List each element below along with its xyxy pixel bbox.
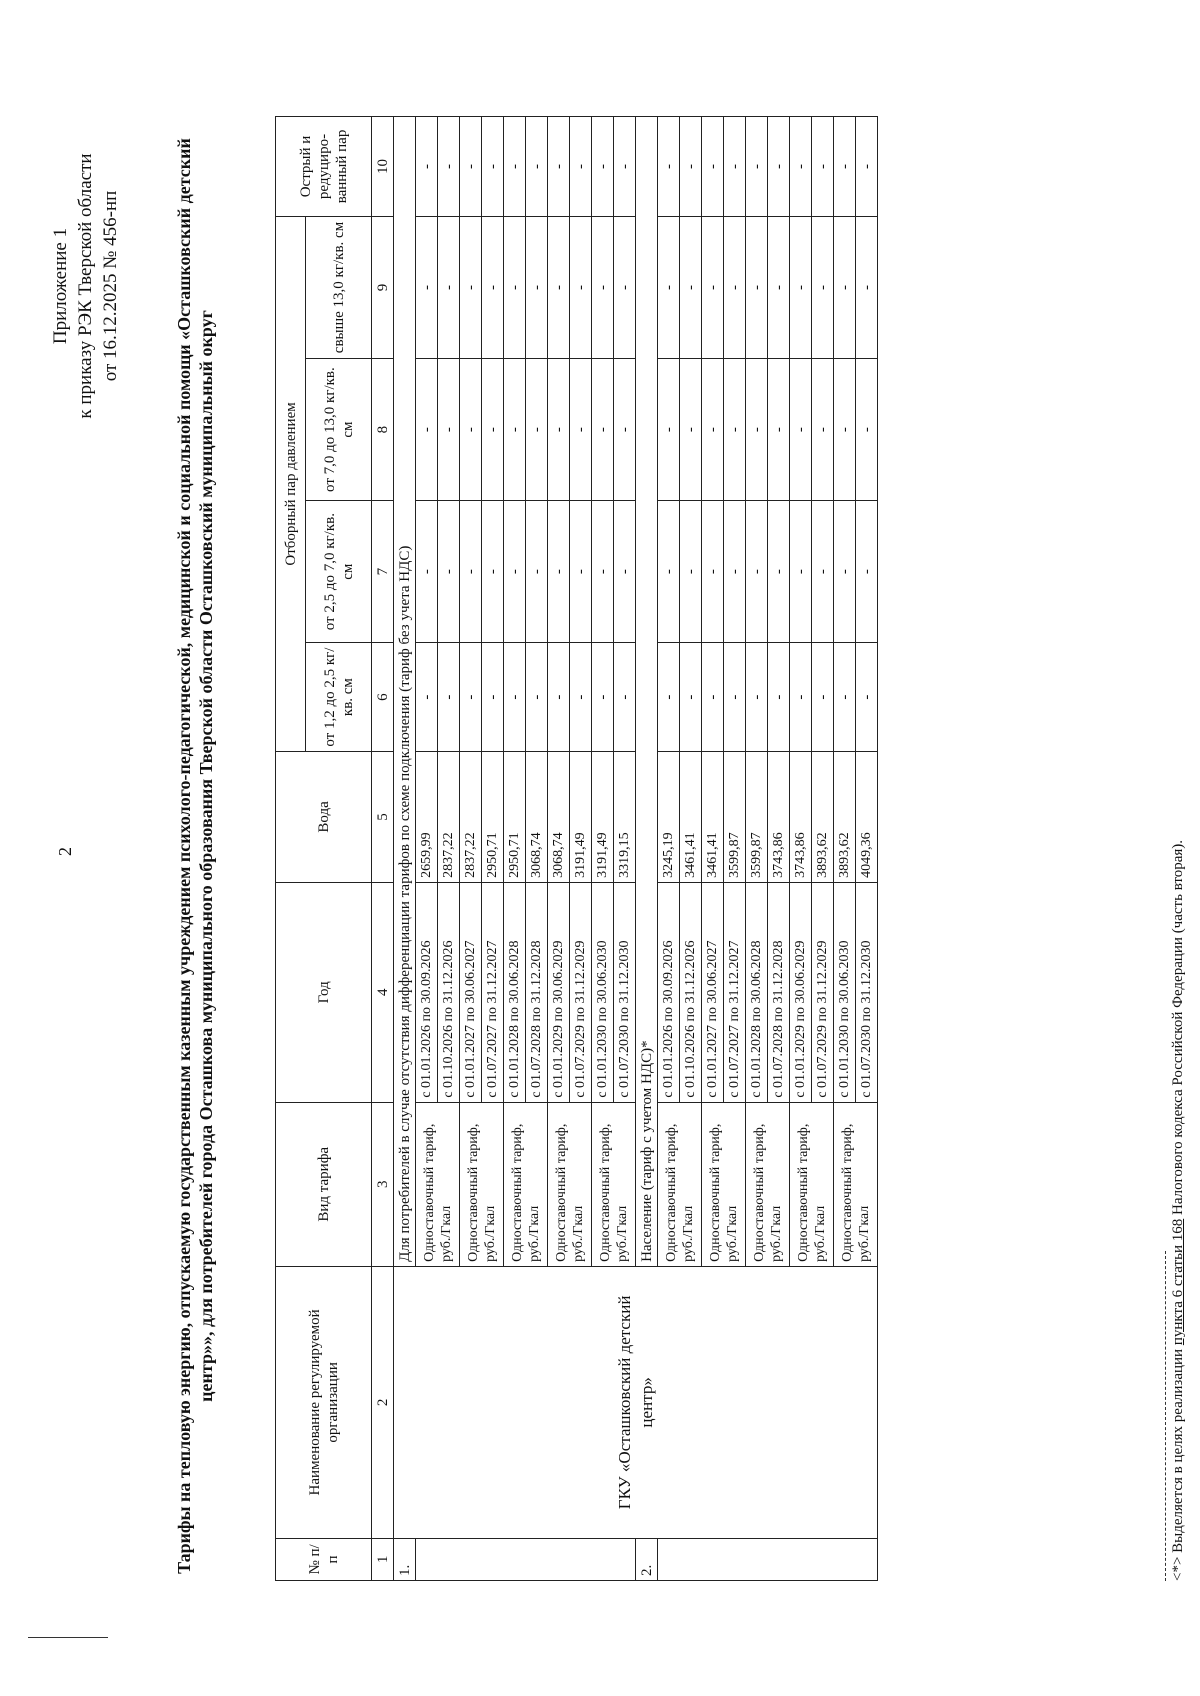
header-water: Вода [276,751,372,882]
section-row [394,117,416,1581]
steam-value-cell: - [504,216,526,358]
steam-value-cell: - [614,117,636,217]
header-sharp-steam: Острый и редуциро-ванный пар [276,117,372,217]
tariff-type-cell: Одноставочный тариф, руб./Гкал [460,1102,504,1266]
steam-value-cell: - [724,501,746,643]
steam-value-cell: - [746,359,768,501]
header-pressure-4: свыше 13,0 кг/кв. см [306,216,372,358]
steam-value-cell: - [746,117,768,217]
steam-value-cell: - [570,359,592,501]
steam-value-cell: - [790,216,812,358]
tariff-type-cell: Одноставочный тариф, руб./Гкал [504,1102,548,1266]
steam-value-cell: - [416,359,438,501]
year-cell: с 01.01.2028 по 30.06.2028 [504,882,526,1102]
col-number: 8 [372,359,394,501]
tariff-type-cell: Одноставочный тариф, руб./Гкал [548,1102,592,1266]
steam-value-cell: - [790,501,812,643]
water-value-cell: 4049,36 [856,751,878,882]
steam-value-cell: - [790,359,812,501]
steam-value-cell: - [768,501,790,643]
col-number: 3 [372,1102,394,1266]
steam-value-cell: - [834,501,856,643]
steam-value-cell: - [548,216,570,358]
year-cell: с 01.07.2030 по 31.12.2030 [856,882,878,1102]
steam-value-cell: - [790,643,812,752]
steam-value-cell: - [526,117,548,217]
steam-value-cell: - [460,643,482,752]
header-org: Наименование регулируемой организации [276,1266,372,1538]
steam-value-cell: - [548,117,570,217]
steam-value-cell: - [702,117,724,217]
steam-value-cell: - [658,117,680,217]
steam-value-cell: - [526,501,548,643]
steam-value-cell: - [482,643,504,752]
steam-value-cell: - [592,643,614,752]
steam-value-cell: - [856,643,878,752]
header-steam-group: Отборный пар давлением [276,216,306,751]
steam-value-cell: - [482,117,504,217]
col-number: 5 [372,751,394,882]
water-value-cell: 3191,49 [592,751,614,882]
page-number: 2 [55,847,75,856]
col-number: 10 [372,117,394,217]
steam-value-cell: - [680,216,702,358]
footnote-separator [1165,1251,1166,1581]
steam-value-cell: - [856,117,878,217]
water-value-cell: 3893,62 [812,751,834,882]
tariff-type-cell: Одноставочный тариф, руб./Гкал [790,1102,834,1266]
steam-value-cell: - [592,216,614,358]
water-value-cell: 3461,41 [680,751,702,882]
steam-value-cell: - [614,216,636,358]
steam-value-cell: - [570,501,592,643]
year-cell: с 01.07.2027 по 31.12.2027 [482,882,504,1102]
water-value-cell: 3599,87 [746,751,768,882]
steam-value-cell: - [724,216,746,358]
water-value-cell: 3068,74 [526,751,548,882]
steam-value-cell: - [658,643,680,752]
steam-value-cell: - [680,359,702,501]
year-cell: с 01.07.2028 по 31.12.2028 [768,882,790,1102]
steam-value-cell: - [834,117,856,217]
col-number: 2 [372,1266,394,1538]
tariff-type-cell: Одноставочный тариф, руб./Гкал [416,1102,460,1266]
col-number: 9 [372,216,394,358]
appendix-line-2: к приказу РЭК Тверской области [75,153,96,419]
tariff-type-cell: Одноставочный тариф, руб./Гкал [702,1102,746,1266]
steam-value-cell: - [548,359,570,501]
steam-value-cell: - [614,643,636,752]
steam-value-cell: - [548,501,570,643]
steam-value-cell: - [592,359,614,501]
appendix-line-1: Приложение 1 [50,227,71,345]
appendix-header [48,66,123,506]
steam-value-cell: - [504,117,526,217]
steam-value-cell: - [416,216,438,358]
steam-value-cell: - [812,359,834,501]
water-value-cell: 3191,49 [570,751,592,882]
tariff-type-cell: Одноставочный тариф, руб./Гкал [834,1102,878,1266]
steam-value-cell: - [460,501,482,643]
year-cell: с 01.07.2029 по 31.12.2029 [570,882,592,1102]
footnote-link: пункта 6 статьи 168 [1170,1218,1186,1346]
steam-value-cell: - [416,117,438,217]
year-cell: с 01.01.2029 по 30.06.2029 [790,882,812,1102]
year-cell: с 01.01.2029 по 30.06.2029 [548,882,570,1102]
header-pressure-2: от 2,5 до 7,0 кг/кв. см [306,501,372,643]
water-value-cell: 2837,22 [460,751,482,882]
water-value-cell: 3461,41 [702,751,724,882]
header-num: № п/ п [276,1538,372,1580]
steam-value-cell: - [570,643,592,752]
steam-value-cell: - [460,216,482,358]
year-cell: с 01.01.2027 по 30.06.2027 [702,882,724,1102]
year-cell: с 01.01.2026 по 30.09.2026 [416,882,438,1102]
tariff-table-body [394,117,878,1581]
footnote-prefix: <*> Выделяется в целях реализации [1170,1345,1186,1581]
header-pressure-3: от 7,0 до 13,0 кг/кв. см [306,359,372,501]
steam-value-cell: - [570,117,592,217]
header-tariff-type: Вид тарифа [276,1102,372,1266]
steam-value-cell: - [702,359,724,501]
year-cell: с 01.01.2028 по 30.06.2028 [746,882,768,1102]
steam-value-cell: - [482,501,504,643]
steam-value-cell: - [548,643,570,752]
steam-value-cell: - [614,501,636,643]
steam-value-cell: - [460,117,482,217]
steam-value-cell: - [526,216,548,358]
tariff-type-cell: Одноставочный тариф, руб./Гкал [592,1102,636,1266]
year-cell: с 01.01.2026 по 30.09.2026 [658,882,680,1102]
section-number: 2. [636,1538,658,1580]
water-value-cell: 2950,71 [504,751,526,882]
steam-value-cell: - [504,359,526,501]
steam-value-cell: - [438,643,460,752]
steam-value-cell: - [812,643,834,752]
steam-value-cell: - [416,643,438,752]
section-label: Для потребителей в случае отсутствия дифференциации тарифов по схеме подключения (тариф без учета НДС) [394,117,416,1267]
column-number-row [372,117,394,1581]
steam-value-cell: - [768,117,790,217]
year-cell: с 01.10.2026 по 31.12.2026 [438,882,460,1102]
steam-value-cell: - [702,643,724,752]
num-cell [658,1538,878,1580]
steam-value-cell: - [768,643,790,752]
steam-value-cell: - [812,216,834,358]
steam-value-cell: - [856,216,878,358]
col-number: 1 [372,1538,394,1580]
water-value-cell: 3068,74 [548,751,570,882]
steam-value-cell: - [658,501,680,643]
margin-mark [28,1637,108,1638]
steam-value-cell: - [746,643,768,752]
section-label: Население (тариф с учетом НДС)* [636,117,658,1267]
steam-value-cell: - [438,117,460,217]
steam-value-cell: - [834,216,856,358]
steam-value-cell: - [460,359,482,501]
water-value-cell: 3743,86 [768,751,790,882]
steam-value-cell: - [812,501,834,643]
organization-name: ГКУ «Осташковский детский центр» [394,1266,878,1538]
steam-value-cell: - [812,117,834,217]
steam-value-cell: - [856,501,878,643]
steam-value-cell: - [482,359,504,501]
water-value-cell: 2837,22 [438,751,460,882]
steam-value-cell: - [834,643,856,752]
steam-value-cell: - [702,501,724,643]
steam-value-cell: - [724,359,746,501]
steam-value-cell: - [438,359,460,501]
steam-value-cell: - [680,501,702,643]
document-title: Тарифы на тепловую энергию, отпускаемую государственным казенным учреждением психолого-педагогической, медицинской и социальной помощи «Осташковский детский центр»», для потребителей города Осташкова муниципального образования Тверской области Осташковский муниципальный округ [174,138,216,1574]
steam-value-cell: - [504,501,526,643]
steam-value-cell: - [834,359,856,501]
col-number: 7 [372,501,394,643]
tariff-table [275,116,878,1581]
steam-value-cell: - [416,501,438,643]
steam-value-cell: - [746,501,768,643]
year-cell: с 01.01.2030 по 30.06.2030 [592,882,614,1102]
steam-value-cell: - [526,359,548,501]
footnote-suffix: Налогового кодекса Российской Федерации (часть вторая). [1170,839,1186,1219]
steam-value-cell: - [768,359,790,501]
water-value-cell: 3319,15 [614,751,636,882]
year-cell: с 01.07.2027 по 31.12.2027 [724,882,746,1102]
steam-value-cell: - [702,216,724,358]
steam-value-cell: - [570,216,592,358]
year-cell: с 01.01.2030 по 30.06.2030 [834,882,856,1102]
header-pressure-1: от 1,2 до 2,5 кг/кв. см [306,643,372,752]
steam-value-cell: - [724,643,746,752]
steam-value-cell: - [592,117,614,217]
col-number: 4 [372,882,394,1102]
footnote [1170,840,1187,1581]
year-cell: с 01.07.2030 по 31.12.2030 [614,882,636,1102]
col-number: 6 [372,643,394,752]
steam-value-cell: - [658,359,680,501]
year-cell: с 01.01.2027 по 30.06.2027 [460,882,482,1102]
water-value-cell: 3599,87 [724,751,746,882]
year-cell: с 01.07.2028 по 31.12.2028 [526,882,548,1102]
water-value-cell: 2950,71 [482,751,504,882]
water-value-cell: 3245,19 [658,751,680,882]
steam-value-cell: - [724,117,746,217]
water-value-cell: 2659,99 [416,751,438,882]
appendix-line-3: от 16.12.2025 № 456-нп [100,190,121,382]
tariff-table-wrapper [275,116,878,1581]
steam-value-cell: - [592,501,614,643]
steam-value-cell: - [768,216,790,358]
water-value-cell: 3893,62 [834,751,856,882]
steam-value-cell: - [438,501,460,643]
steam-value-cell: - [504,643,526,752]
steam-value-cell: - [438,216,460,358]
steam-value-cell: - [482,216,504,358]
steam-value-cell: - [614,359,636,501]
steam-value-cell: - [658,216,680,358]
year-cell: с 01.10.2026 по 31.12.2026 [680,882,702,1102]
header-year: Год [276,882,372,1102]
steam-value-cell: - [680,117,702,217]
section-number: 1. [394,1538,416,1580]
steam-value-cell: - [680,643,702,752]
steam-value-cell: - [526,643,548,752]
steam-value-cell: - [790,117,812,217]
tariff-type-cell: Одноставочный тариф, руб./Гкал [658,1102,702,1266]
tariff-type-cell: Одноставочный тариф, руб./Гкал [746,1102,790,1266]
water-value-cell: 3743,86 [790,751,812,882]
steam-value-cell: - [856,359,878,501]
steam-value-cell: - [746,216,768,358]
num-cell [416,1538,636,1580]
year-cell: с 01.07.2029 по 31.12.2029 [812,882,834,1102]
